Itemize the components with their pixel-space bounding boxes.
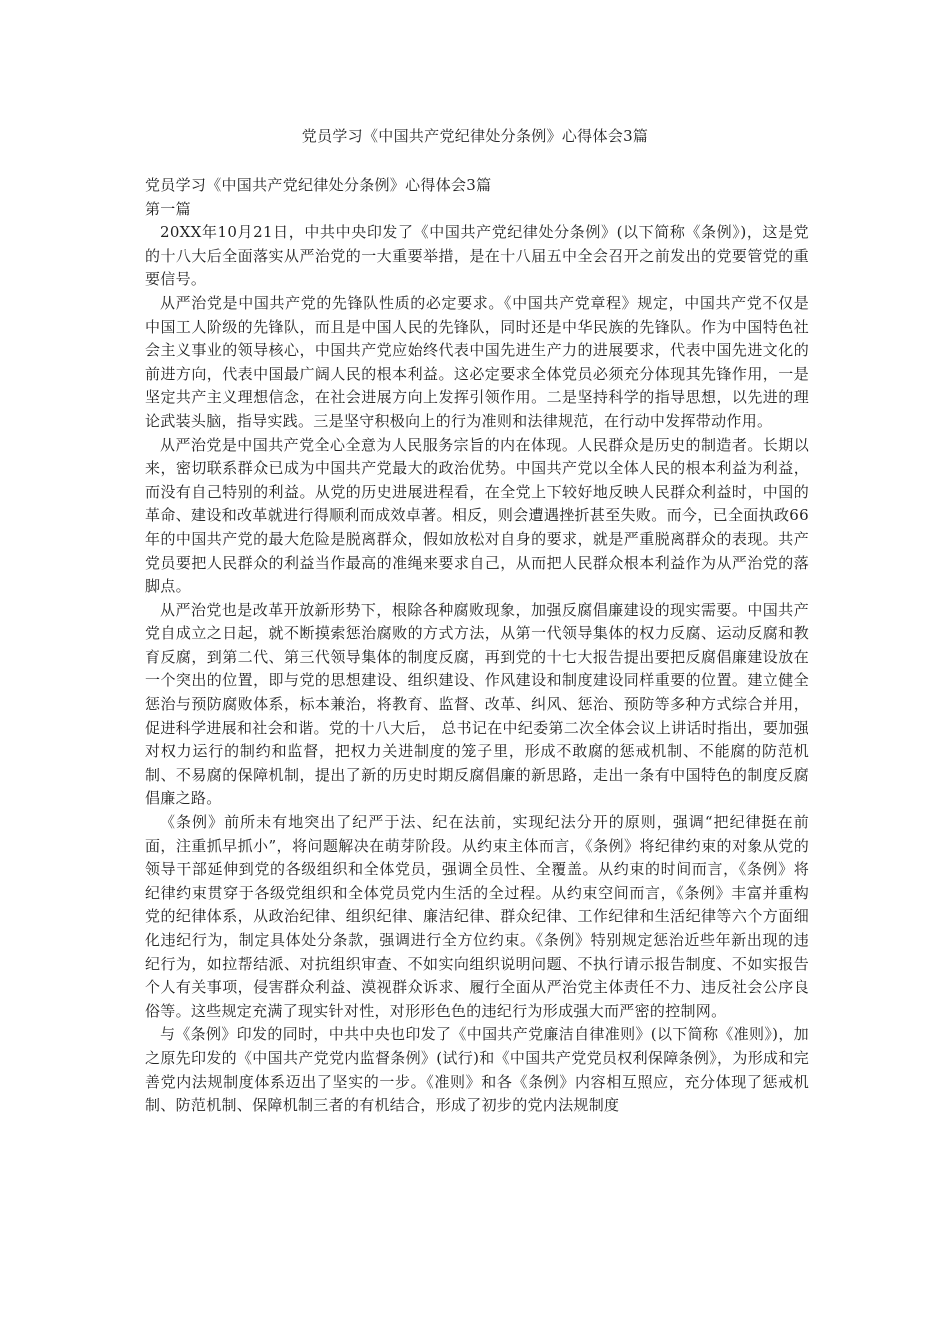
paragraph-3: 从严治党是中国共产党全心全意为人民服务宗旨的内在体现。人民群众是历史的制造者。长期以来，密切联系群众已成为中国共产党最大的政治优势。中国共产党以全体人民的根本利益为利益，而没有自己特别的利益。从党的历史进展进程看，在全党上下较好地反映人民群众利益时，中国的革命、建设和改革就进行得顺利而成效卓著。相反，则会遭遇挫折甚至失败。而今，已全面执政66年的中国共产党的最大危险是脱离群众，假如放松对自身的要求，就是严重脱离群众的表现。共产党员要把人民群众的利益当作最高的准绳来要求自己，从而把人民群众根本利益作为从严治党的落脚点。 — [145, 435, 809, 596]
document-body — [145, 174, 809, 1118]
document-title: 党员学习《中国共产党纪律处分条例》心得体会3篇 — [301, 127, 649, 145]
document-subtitle: 党员学习《中国共产党纪律处分条例》心得体会3篇 — [145, 176, 492, 194]
section-label: 第一篇 — [145, 199, 191, 218]
paragraph-4: 从严治党也是改革开放新形势下，根除各种腐败现象，加强反腐倡廉建设的现实需要。中国共产党自成立之日起，就不断摸索惩治腐败的方式方法，从第一代领导集体的权力反腐、运动反腐和教育反腐，到第二代、第三代领导集体的制度反腐，再到党的十七大报告提出要把反腐倡廉建设放在一个突出的位置，即与党的思想建设、组织建设、作风建设和制度建设同样重要的位置。建立健全惩治与预防腐败体系，标本兼治，将教育、监督、改革、纠风、惩治、预防等多种方式综合并用，促进科学进展和社会和谐。党的十八大后， 总书记在中纪委第二次全体会议上讲话时指出，要加强对权力运行的制约和监督，把权力关进制度的笼子里，形成不敢腐的惩戒机制、不能腐的防范机制、不易腐的保障机制，提出了新的历史时期反腐倡廉的新思路，走出一条有中国特色的制度反腐倡廉之路。 — [145, 600, 809, 808]
paragraph-5: 《条例》前所未有地突出了纪严于法、纪在法前，实现纪法分开的原则，强调“把纪律挺在前面，注重抓早抓小”，将问题解决在萌芽阶段。从约束主体而言，《条例》将纪律约束的对象从党的领导干部延伸到党的各级组织和全体党员，强调全员性、全覆盖。从约束的时间而言，《条例》将纪律约束贯穿于各级党组织和全体党员党内生活的全过程。从约束空间而言，《条例》丰富并重构党的纪律体系，从政治纪律、组织纪律、廉洁纪律、群众纪律、工作纪律和生活纪律等六个方面细化违纪行为，制定具体处分条款，强调进行全方位约束。《条例》特别规定惩治近些年新出现的违纪行为，如拉帮结派、对抗组织审查、不如实向组织说明问题、不执行请示报告制度、不如实报告个人有关事项，侵害群众利益、漠视群众诉求、履行全面从严治党主体责任不力、违反社会公序良俗等。这些规定充满了现实针对性，对形形色色的违纪行为形成强大而严密的控制网。 — [145, 813, 809, 1020]
paragraph-2: 从严治党是中国共产党的先锋队性质的必定要求。《中国共产党章程》规定，中国共产党不仅是中国工人阶级的先锋队，而且是中国人民的先锋队，同时还是中华民族的先锋队。作为中国特色社会主义事业的领导核心，中国共产党应始终代表中国先进生产力的进展要求，代表中国先进文化的前进方向，代表中国最广阔人民的根本利益。这必定要求全体党员必须充分体现其先锋作用，一是坚定共产主义理想信念，在社会进展方向上发挥引领作用。二是坚持科学的指导思想，以先进的理论武装头脑，指导实践。三是坚守积极向上的行为准则和法律规范，在行动中发挥带动作用。 — [145, 293, 809, 430]
paragraph-1: 20XX年10月21日，中共中央印发了《中国共产党纪律处分条例》(以下简称《条例》)，这是党的十八大后全面落实从严治党的一大重要举措，是在十八届五中全会召开之前发出的党要管党的重要信号。 — [145, 223, 809, 289]
paragraph-6: 与《条例》印发的同时，中共中央也印发了《中国共产党廉洁自律准则》(以下简称《准则》)，加之原先印发的《中国共产党党内监督条例》(试行)和《中国共产党党员权利保障条例》，为形成和完善党内法规制度体系迈出了坚实的一步。《准则》和各《条例》内容相互照应，充分体现了惩戒机制、防范机制、保障机制三者的有机结合，形成了初步的党内法规制度 — [145, 1025, 809, 1115]
